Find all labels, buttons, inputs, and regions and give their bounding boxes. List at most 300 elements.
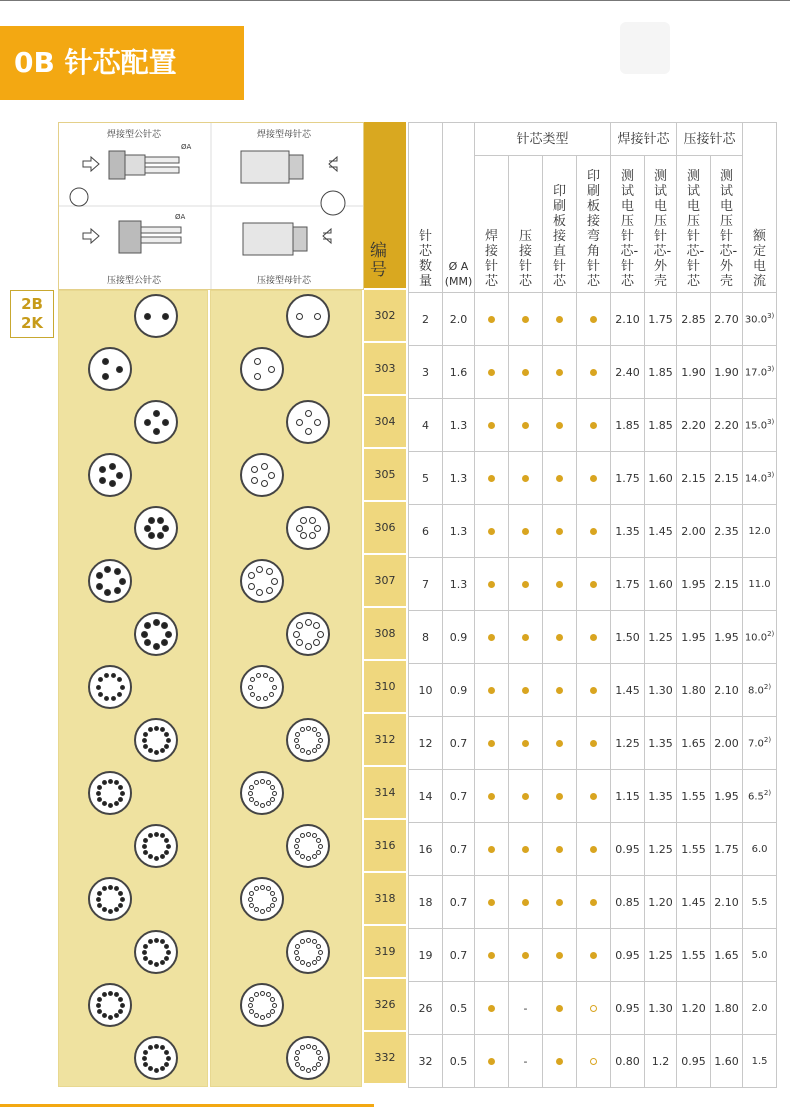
contact-hole bbox=[144, 639, 151, 646]
contact-hole bbox=[305, 428, 312, 435]
crimp-voltage-shell: 2.15 bbox=[711, 558, 743, 611]
available-dot bbox=[522, 952, 529, 959]
male-pin-layout bbox=[88, 771, 132, 815]
ghost-shape bbox=[620, 22, 670, 74]
pcb-straight-type bbox=[543, 293, 577, 346]
available-dot bbox=[590, 422, 597, 429]
available-dot bbox=[556, 687, 563, 694]
contact-hole bbox=[260, 991, 265, 996]
male-pin-layout bbox=[134, 930, 178, 974]
current-footnote: 2) bbox=[767, 630, 775, 639]
crimp-voltage-pin: 1.55 bbox=[677, 823, 711, 876]
contact-hole bbox=[102, 373, 109, 380]
pcb-straight-type bbox=[543, 876, 577, 929]
contact-hole bbox=[116, 366, 123, 373]
contact-hole bbox=[270, 785, 275, 790]
contact-hole bbox=[305, 643, 312, 650]
solder-voltage-shell: 1.60 bbox=[645, 452, 677, 505]
contact-hole bbox=[144, 622, 151, 629]
contact-hole bbox=[160, 748, 165, 753]
part-number: 316 bbox=[364, 820, 406, 872]
pin-count: 8 bbox=[409, 611, 443, 664]
contact-hole bbox=[143, 944, 148, 949]
available-dot bbox=[522, 740, 529, 747]
pin-diameter: 1.3 bbox=[443, 558, 475, 611]
col-crimp-shell: 测试电压针芯-外壳 bbox=[711, 156, 743, 293]
solder-voltage-shell: 1.30 bbox=[645, 982, 677, 1035]
contact-hole bbox=[102, 780, 107, 785]
contact-hole bbox=[97, 1009, 102, 1014]
female-pin-layout bbox=[240, 347, 284, 391]
available-dot bbox=[556, 528, 563, 535]
solder-type bbox=[475, 717, 509, 770]
pcb-angle-type bbox=[577, 717, 611, 770]
contact-hole bbox=[318, 1056, 323, 1061]
contact-hole bbox=[118, 1009, 123, 1014]
crimp-voltage-shell: 2.20 bbox=[711, 399, 743, 452]
contact-hole bbox=[118, 903, 123, 908]
contact-hole bbox=[102, 886, 107, 891]
contact-hole bbox=[260, 909, 265, 914]
crimp-type bbox=[509, 823, 543, 876]
crimp-voltage-shell: 2.35 bbox=[711, 505, 743, 558]
contact-hole bbox=[104, 673, 109, 678]
contact-hole bbox=[111, 673, 116, 678]
crimp-type bbox=[509, 717, 543, 770]
contact-hole bbox=[114, 568, 121, 575]
available-dot bbox=[522, 316, 529, 323]
contact-hole bbox=[154, 726, 159, 731]
contact-hole bbox=[316, 732, 321, 737]
available-dot bbox=[488, 528, 495, 535]
pcb-angle-type bbox=[577, 1035, 611, 1088]
solder-voltage-pin: 1.50 bbox=[611, 611, 645, 664]
pin-count: 16 bbox=[409, 823, 443, 876]
col-diameter: Ø A (MM) bbox=[443, 123, 475, 293]
contact-hole bbox=[111, 696, 116, 701]
female-pin-layout bbox=[240, 665, 284, 709]
contact-hole bbox=[306, 750, 311, 755]
contact-hole bbox=[114, 907, 119, 912]
crimp-type bbox=[509, 505, 543, 558]
pcb-angle-type bbox=[577, 664, 611, 717]
solder-voltage-shell: 1.85 bbox=[645, 346, 677, 399]
solder-voltage-pin: 1.75 bbox=[611, 452, 645, 505]
contact-hole bbox=[142, 738, 147, 743]
pcb-straight-type bbox=[543, 505, 577, 558]
pin-diameter: 0.7 bbox=[443, 929, 475, 982]
female-pin-layout bbox=[240, 559, 284, 603]
solder-type bbox=[475, 1035, 509, 1088]
contact-hole bbox=[118, 797, 123, 802]
label-solder-female: 焊接型母针芯 bbox=[257, 130, 312, 140]
table-row bbox=[409, 346, 777, 399]
pcb-angle-type bbox=[577, 982, 611, 1035]
part-number: 332 bbox=[364, 1032, 406, 1084]
contact-hole bbox=[316, 1050, 321, 1055]
col-crimp: 压接针芯 bbox=[509, 156, 543, 293]
contact-hole bbox=[104, 696, 109, 701]
rated-current: 6.0 bbox=[743, 823, 777, 876]
solder-voltage-pin: 0.80 bbox=[611, 1035, 645, 1088]
part-number: 319 bbox=[364, 926, 406, 978]
contact-hole bbox=[295, 838, 300, 843]
contact-hole bbox=[153, 428, 160, 435]
part-number: 310 bbox=[364, 661, 406, 713]
contact-hole bbox=[268, 472, 275, 479]
pin-diameter: 0.7 bbox=[443, 823, 475, 876]
available-dot bbox=[522, 634, 529, 641]
rated-current: 5.5 bbox=[743, 876, 777, 929]
contact-hole bbox=[97, 797, 102, 802]
solder-voltage-shell: 1.45 bbox=[645, 505, 677, 558]
contact-hole bbox=[295, 1050, 300, 1055]
contact-hole bbox=[294, 844, 299, 849]
available-dot bbox=[590, 634, 597, 641]
contact-hole bbox=[148, 960, 153, 965]
available-dot bbox=[522, 687, 529, 694]
male-pin-layout bbox=[134, 506, 178, 550]
contact-hole bbox=[312, 1045, 317, 1050]
contact-hole bbox=[148, 1066, 153, 1071]
contact-hole bbox=[160, 1045, 165, 1050]
available-dot bbox=[590, 316, 597, 323]
pin-count: 10 bbox=[409, 664, 443, 717]
contact-hole bbox=[254, 886, 259, 891]
part-number: 314 bbox=[364, 767, 406, 819]
solder-voltage-pin: 0.85 bbox=[611, 876, 645, 929]
contact-hole bbox=[312, 748, 317, 753]
contact-hole bbox=[154, 962, 159, 967]
crimp-voltage-shell: 1.65 bbox=[711, 929, 743, 982]
solder-type bbox=[475, 611, 509, 664]
contact-hole bbox=[312, 727, 317, 732]
available-dot bbox=[556, 634, 563, 641]
contact-hole bbox=[148, 854, 153, 859]
current-footnote: 2) bbox=[763, 683, 772, 692]
male-pin-layout bbox=[134, 718, 178, 762]
available-dot bbox=[488, 740, 495, 747]
contact-hole bbox=[97, 891, 102, 896]
available-dot bbox=[522, 528, 529, 535]
female-pin-layout bbox=[240, 453, 284, 497]
contact-hole bbox=[306, 726, 311, 731]
male-pin-layout bbox=[134, 612, 178, 656]
variant-2b: 2B bbox=[21, 295, 43, 313]
pcb-straight-type bbox=[543, 558, 577, 611]
solder-voltage-pin: 1.75 bbox=[611, 558, 645, 611]
contact-hole bbox=[300, 939, 305, 944]
contact-hole bbox=[300, 960, 305, 965]
contact-hole bbox=[160, 960, 165, 965]
bottom-rule bbox=[0, 1104, 374, 1107]
contact-hole bbox=[96, 572, 103, 579]
contact-hole bbox=[266, 801, 271, 806]
available-dot bbox=[488, 634, 495, 641]
available-dot bbox=[556, 369, 563, 376]
available-dot bbox=[488, 316, 495, 323]
contact-hole bbox=[260, 1015, 265, 1020]
contact-hole bbox=[148, 833, 153, 838]
pin-count: 6 bbox=[409, 505, 443, 558]
table-row bbox=[409, 1035, 777, 1088]
pin-diameter: 1.6 bbox=[443, 346, 475, 399]
crimp-voltage-shell: 1.90 bbox=[711, 346, 743, 399]
available-dot bbox=[556, 1005, 563, 1012]
part-number: 312 bbox=[364, 714, 406, 766]
rated-current: 10.0$^{2)}$ bbox=[743, 611, 777, 664]
pin-count: 3 bbox=[409, 346, 443, 399]
crimp-type bbox=[509, 770, 543, 823]
contact-hole bbox=[312, 939, 317, 944]
crimp-voltage-pin: 2.85 bbox=[677, 293, 711, 346]
contact-hole bbox=[272, 1003, 277, 1008]
available-dot bbox=[556, 793, 563, 800]
contact-hole bbox=[153, 643, 160, 650]
contact-hole bbox=[166, 738, 171, 743]
contact-hole bbox=[102, 992, 107, 997]
crimp-voltage-shell: 1.75 bbox=[711, 823, 743, 876]
available-dot bbox=[590, 581, 597, 588]
contact-hole bbox=[300, 1045, 305, 1050]
pin-diameter: 0.5 bbox=[443, 982, 475, 1035]
pcb-angle-type bbox=[577, 293, 611, 346]
contact-hole bbox=[161, 622, 168, 629]
available-dot bbox=[488, 581, 495, 588]
contact-hole bbox=[305, 619, 312, 626]
contact-hole bbox=[142, 950, 147, 955]
pcb-straight-type bbox=[543, 982, 577, 1035]
contact-hole bbox=[268, 366, 275, 373]
contact-hole bbox=[96, 791, 101, 796]
available-dot bbox=[488, 1058, 495, 1065]
solder-voltage-shell: 1.60 bbox=[645, 558, 677, 611]
female-pin-layout bbox=[286, 824, 330, 868]
contact-hole bbox=[312, 833, 317, 838]
crimp-voltage-pin: 1.95 bbox=[677, 611, 711, 664]
rated-current: 5.0 bbox=[743, 929, 777, 982]
contact-hole bbox=[148, 727, 153, 732]
table-row bbox=[409, 505, 777, 558]
crimp-type bbox=[509, 399, 543, 452]
contact-hole bbox=[312, 1066, 317, 1071]
contact-hole bbox=[102, 358, 109, 365]
contact-hole bbox=[162, 419, 169, 426]
available-dot bbox=[590, 528, 597, 535]
contact-hole bbox=[114, 780, 119, 785]
table-row bbox=[409, 399, 777, 452]
available-dot bbox=[488, 952, 495, 959]
male-pin-layout bbox=[134, 824, 178, 868]
contact-hole bbox=[300, 727, 305, 732]
table-row bbox=[409, 982, 777, 1035]
contact-hole bbox=[142, 844, 147, 849]
optional-ring bbox=[590, 1005, 597, 1012]
solder-voltage-pin: 1.85 bbox=[611, 399, 645, 452]
contact-hole bbox=[263, 673, 268, 678]
pcb-angle-type bbox=[577, 452, 611, 505]
crimp-type: - bbox=[509, 982, 543, 1035]
available-dot bbox=[556, 422, 563, 429]
contact-hole bbox=[248, 583, 255, 590]
contact-hole bbox=[306, 832, 311, 837]
contact-hole bbox=[295, 732, 300, 737]
available-dot bbox=[556, 846, 563, 853]
pin-diameter: 0.7 bbox=[443, 770, 475, 823]
contact-hole bbox=[270, 997, 275, 1002]
col-solder-shell: 测试电压针芯-外壳 bbox=[645, 156, 677, 293]
contact-hole bbox=[154, 938, 159, 943]
contact-hole bbox=[254, 907, 259, 912]
solder-voltage-shell: 1.25 bbox=[645, 929, 677, 982]
crimp-voltage-pin: 0.95 bbox=[677, 1035, 711, 1088]
contact-hole bbox=[108, 779, 113, 784]
solder-type bbox=[475, 876, 509, 929]
contact-hole bbox=[98, 677, 103, 682]
contact-hole bbox=[316, 850, 321, 855]
female-pin-layout bbox=[286, 400, 330, 444]
contact-hole bbox=[96, 685, 101, 690]
pcb-straight-type bbox=[543, 823, 577, 876]
table-row bbox=[409, 717, 777, 770]
table-row bbox=[409, 823, 777, 876]
variant-label bbox=[10, 290, 54, 338]
contact-hole bbox=[314, 313, 321, 320]
contact-hole bbox=[294, 738, 299, 743]
contact-hole bbox=[270, 903, 275, 908]
contact-hole bbox=[102, 907, 107, 912]
contact-hole bbox=[102, 801, 107, 806]
top-rule bbox=[0, 0, 790, 1]
contact-hole bbox=[154, 832, 159, 837]
solder-type bbox=[475, 664, 509, 717]
contact-hole bbox=[108, 991, 113, 996]
crimp-type bbox=[509, 452, 543, 505]
male-pin-layout bbox=[134, 294, 178, 338]
solder-voltage-shell: 1.2 bbox=[645, 1035, 677, 1088]
contact-hole bbox=[317, 631, 324, 638]
solder-voltage-shell: 1.25 bbox=[645, 823, 677, 876]
pin-count: 32 bbox=[409, 1035, 443, 1088]
rated-current: 17.0$^{3)}$ bbox=[743, 346, 777, 399]
table-row bbox=[409, 293, 777, 346]
contact-hole bbox=[117, 677, 122, 682]
table-row bbox=[409, 452, 777, 505]
contact-hole bbox=[96, 1003, 101, 1008]
contact-hole bbox=[114, 886, 119, 891]
pin-count: 19 bbox=[409, 929, 443, 982]
crimp-type bbox=[509, 876, 543, 929]
contact-hole bbox=[306, 962, 311, 967]
pcb-angle-type bbox=[577, 929, 611, 982]
contact-hole bbox=[256, 673, 261, 678]
table-row bbox=[409, 770, 777, 823]
contact-hole bbox=[296, 525, 303, 532]
contact-hole bbox=[260, 779, 265, 784]
contact-hole bbox=[254, 801, 259, 806]
contact-hole bbox=[272, 685, 277, 690]
male-pin-layout bbox=[88, 877, 132, 921]
contact-hole bbox=[316, 1062, 321, 1067]
part-number: 303 bbox=[364, 343, 406, 395]
rated-current: 8.0$^{2)}$ bbox=[743, 664, 777, 717]
part-number: 305 bbox=[364, 449, 406, 501]
contact-hole bbox=[314, 419, 321, 426]
col-solder: 焊接针芯 bbox=[475, 156, 509, 293]
pin-diameter: 2.0 bbox=[443, 293, 475, 346]
contact-hole bbox=[249, 785, 254, 790]
crimp-type bbox=[509, 664, 543, 717]
contact-hole bbox=[164, 850, 169, 855]
contact-hole bbox=[309, 517, 316, 524]
pin-count: 7 bbox=[409, 558, 443, 611]
contact-hole bbox=[109, 480, 116, 487]
available-dot bbox=[488, 899, 495, 906]
rated-current: 7.0$^{2)}$ bbox=[743, 717, 777, 770]
available-dot bbox=[488, 475, 495, 482]
available-dot bbox=[522, 846, 529, 853]
crimp-voltage-pin: 1.95 bbox=[677, 558, 711, 611]
contact-hole bbox=[96, 897, 101, 902]
crimp-voltage-pin: 1.65 bbox=[677, 717, 711, 770]
contact-hole bbox=[99, 466, 106, 473]
solder-voltage-pin: 1.45 bbox=[611, 664, 645, 717]
rated-current: 6.5$^{2)}$ bbox=[743, 770, 777, 823]
available-dot bbox=[488, 687, 495, 694]
contact-hole bbox=[256, 566, 263, 573]
table-row bbox=[409, 929, 777, 982]
contact-hole bbox=[143, 732, 148, 737]
male-insert-panel bbox=[58, 290, 208, 1087]
pcb-straight-type bbox=[543, 346, 577, 399]
contact-hole bbox=[314, 525, 321, 532]
contact-hole bbox=[300, 748, 305, 753]
contact-hole bbox=[143, 744, 148, 749]
contact-hole bbox=[164, 744, 169, 749]
pin-diameter: 1.3 bbox=[443, 505, 475, 558]
contact-hole bbox=[118, 891, 123, 896]
contact-hole bbox=[108, 885, 113, 890]
contact-hole bbox=[154, 750, 159, 755]
solder-type bbox=[475, 558, 509, 611]
contact-hole bbox=[254, 373, 261, 380]
contact-hole bbox=[266, 568, 273, 575]
crimp-voltage-pin: 2.20 bbox=[677, 399, 711, 452]
contact-hole bbox=[312, 854, 317, 859]
contact-hole bbox=[120, 791, 125, 796]
contact-hole bbox=[99, 477, 106, 484]
male-pin-layout bbox=[88, 559, 132, 603]
contact-hole bbox=[260, 803, 265, 808]
crimp-voltage-pin: 1.20 bbox=[677, 982, 711, 1035]
contact-hole bbox=[250, 677, 255, 682]
variant-2k: 2K bbox=[20, 314, 44, 332]
contact-hole bbox=[260, 885, 265, 890]
group-crimp: 压接针芯 bbox=[677, 123, 743, 156]
male-pin-layout bbox=[88, 453, 132, 497]
contact-hole bbox=[148, 517, 155, 524]
table-row bbox=[409, 558, 777, 611]
available-dot bbox=[590, 475, 597, 482]
contact-hole bbox=[306, 856, 311, 861]
spec-table bbox=[408, 122, 777, 1088]
contact-hole bbox=[248, 1003, 253, 1008]
crimp-voltage-pin: 1.80 bbox=[677, 664, 711, 717]
available-dot bbox=[556, 1058, 563, 1065]
female-pin-layout bbox=[240, 877, 284, 921]
female-insert-panel bbox=[210, 290, 362, 1087]
contact-hole bbox=[263, 696, 268, 701]
